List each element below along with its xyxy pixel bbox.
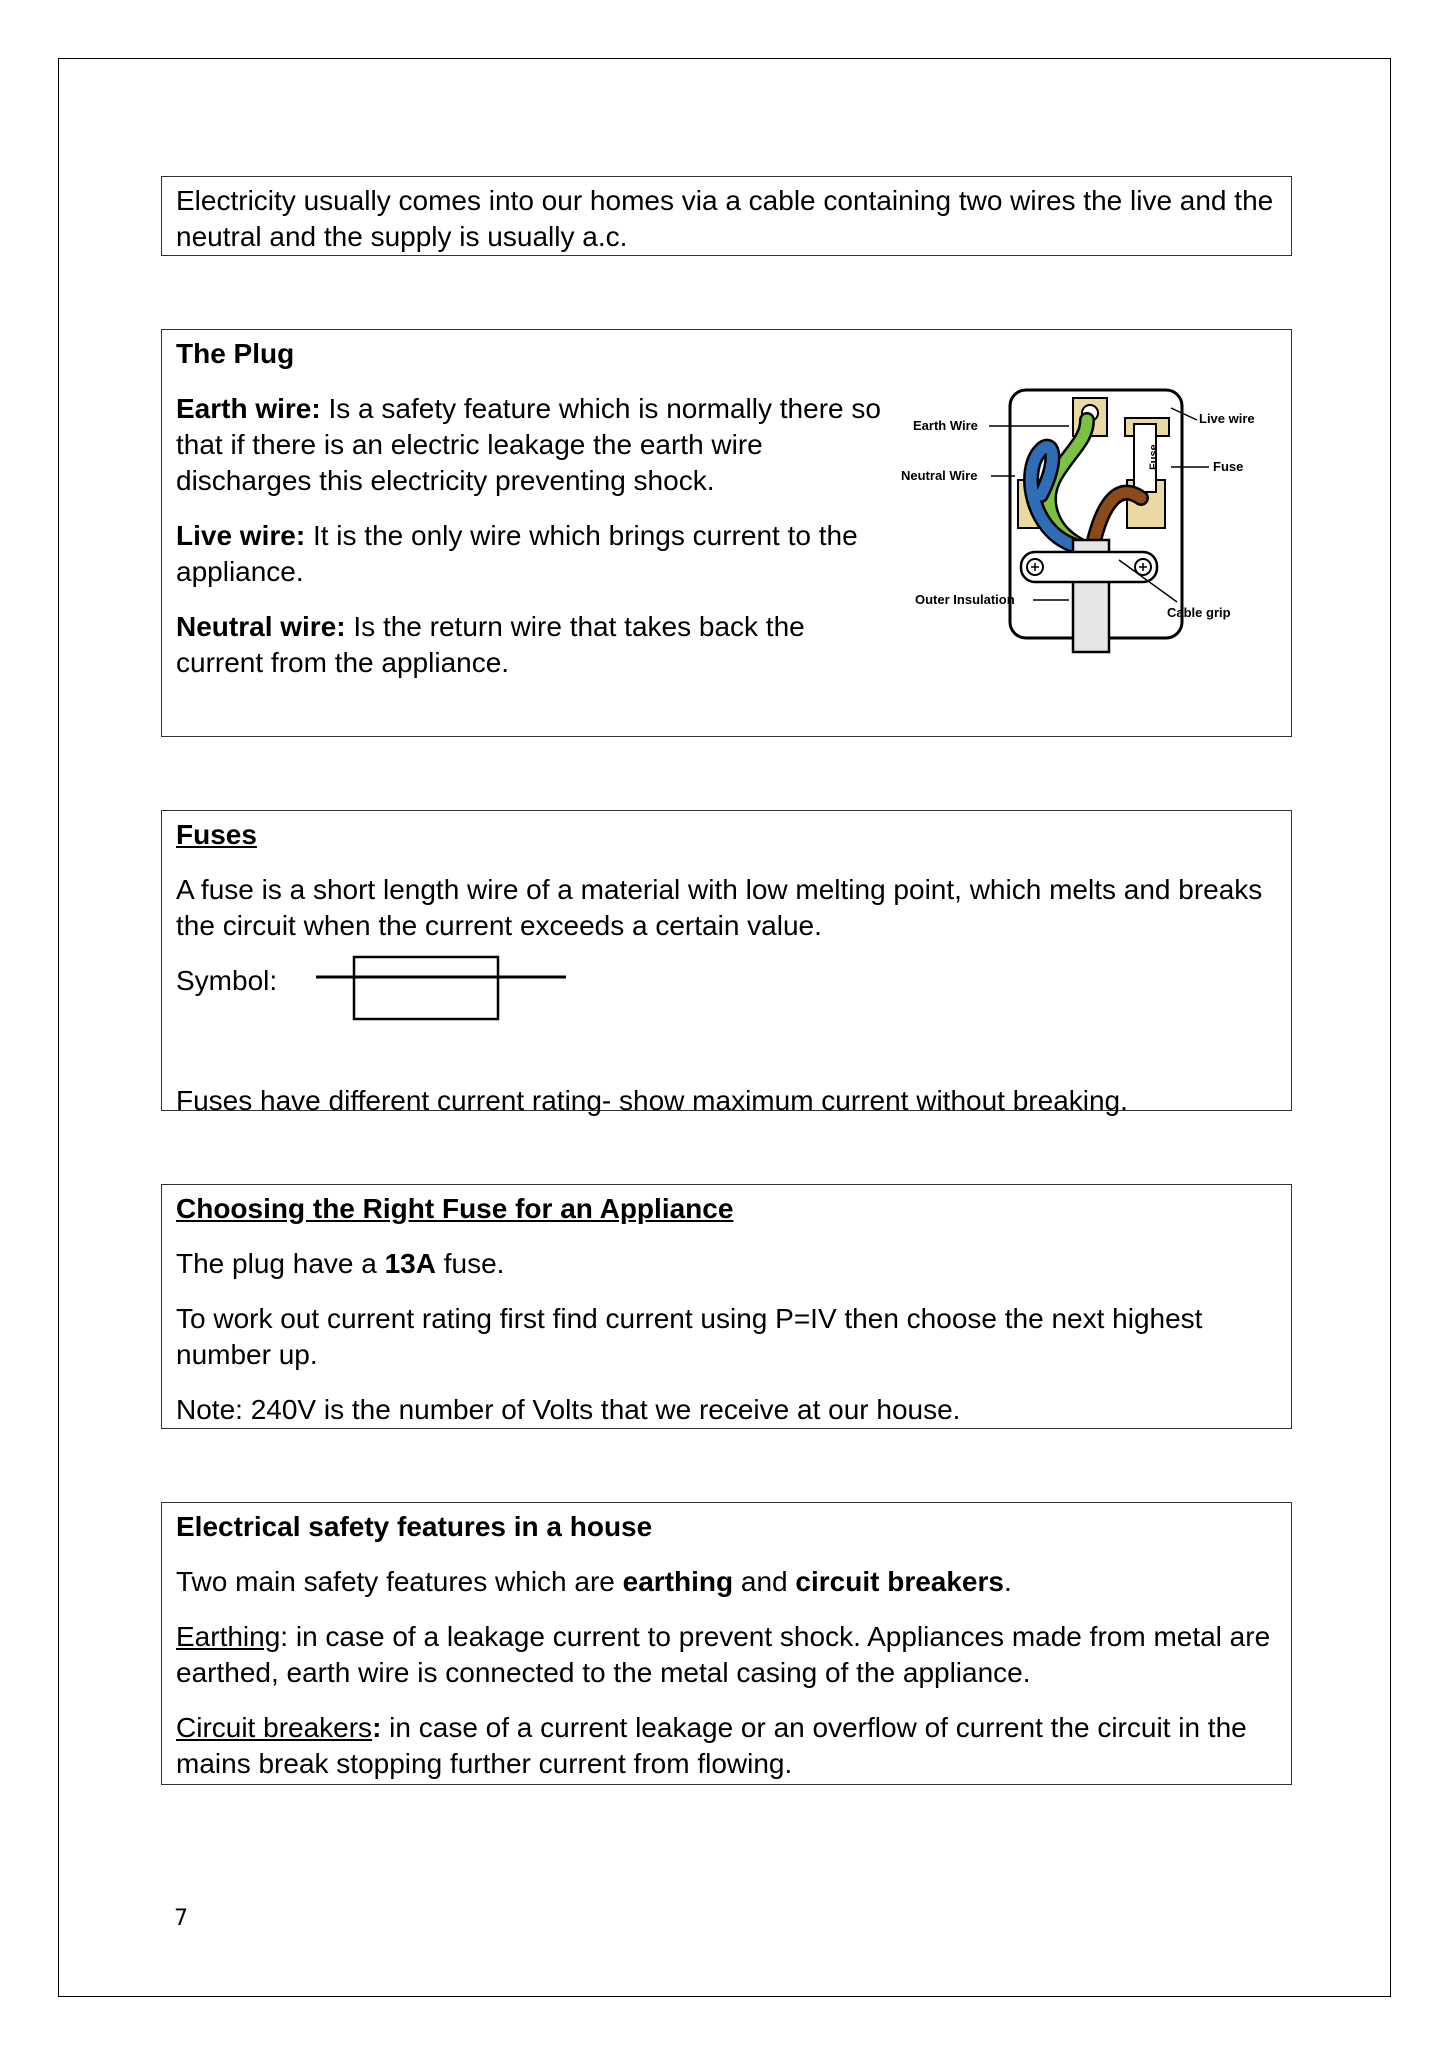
earth-wire-term: Earth wire: — [176, 393, 321, 424]
neutral-wire-text: Is the return wire that takes back the current from the appliance. — [176, 611, 805, 678]
page-number: 7 — [174, 1906, 188, 1931]
neutral-wire-term: Neutral wire: — [176, 611, 346, 642]
earthing-text: : in case of a leakage current to prevent shock. Appliances made from metal are earthed, earth wire is connected to the metal casing of the appliance. — [176, 1621, 1271, 1688]
breakers-paragraph: Circuit breakers: in case of a current leakage or an overflow of current the circuit in the mains break stopping further current from flowing. — [176, 1712, 1247, 1779]
fuse-body-label: Fuse — [1148, 444, 1160, 470]
label-live-wire: Live wire — [1199, 411, 1255, 426]
neutral-wire-paragraph — [176, 609, 896, 681]
current-rating-method: To work out current rating first find current using P=IV then choose the next highest number up. — [176, 1303, 1203, 1370]
earthing-paragraph — [176, 1619, 1277, 1691]
label-neutral-wire: Neutral Wire — [901, 468, 978, 483]
fuses-box — [161, 810, 1292, 1116]
intro-box — [161, 176, 1292, 256]
fuse-symbol-row — [176, 963, 1277, 1033]
plug-diagram — [901, 380, 1261, 670]
plug-text-column — [176, 391, 896, 681]
plug-box — [161, 329, 1292, 737]
breakers-term: Circuit breakers — [176, 1712, 373, 1743]
fuse-symbol-rect — [354, 957, 498, 1019]
fuses-title: Fuses — [176, 819, 257, 850]
fuse-definition: A fuse is a short length wire of a material with low melting point, which melts and breaks the circuit when the current exceeds a certain value. — [176, 874, 1263, 941]
safety-title: Electrical safety features in a house — [176, 1511, 653, 1542]
earthing-bold: earthing — [622, 1566, 734, 1597]
fuse-symbol — [316, 953, 576, 1027]
earth-wire-text: Is a safety feature which is normally there so that if there is an electric leakage the earth wire discharges this electricity preventing shock. — [176, 393, 881, 496]
live-wire-term: Live wire: — [176, 520, 306, 551]
circuit-breakers-bold: circuit breakers — [795, 1566, 1004, 1597]
breakers-text: in case of a current leakage or an overflow of current the circuit in the mains break stopping further current from flowing. — [176, 1712, 1247, 1779]
label-outer-insulation: Outer Insulation — [915, 592, 1015, 607]
fuse-value: 13A — [384, 1248, 436, 1279]
intro-text: Electricity usually comes into our homes via a cable containing two wires the live and the neutral and the supply is usually a.c. — [176, 185, 1274, 252]
earth-wire-paragraph — [176, 391, 896, 499]
choosing-title: Choosing the Right Fuse for an Appliance — [176, 1193, 734, 1224]
label-cable-grip: Cable grip — [1167, 605, 1231, 620]
label-fuse: Fuse — [1213, 459, 1244, 474]
label-earth-wire: Earth Wire — [913, 418, 978, 433]
earthing-term: Earthing — [176, 1621, 281, 1652]
fuse-symbol-label: Symbol: — [176, 965, 278, 996]
safety-features-box — [161, 1502, 1292, 1785]
live-wire-paragraph — [176, 518, 896, 590]
live-wire-text: It is the only wire which brings current to the appliance. — [176, 520, 858, 587]
fuse-rating-text: Fuses have different current rating- show maximum current without breaking. — [176, 1085, 1128, 1116]
choosing-fuse-box — [161, 1184, 1292, 1429]
plug-title: The Plug — [176, 338, 295, 369]
plug-fuse-line: The plug have a 13A fuse. — [176, 1248, 505, 1279]
voltage-note: Note: 240V is the number of Volts that we receive at our house. — [176, 1394, 961, 1425]
safety-intro: Two main safety features which are earthing and circuit breakers. — [176, 1566, 1012, 1597]
